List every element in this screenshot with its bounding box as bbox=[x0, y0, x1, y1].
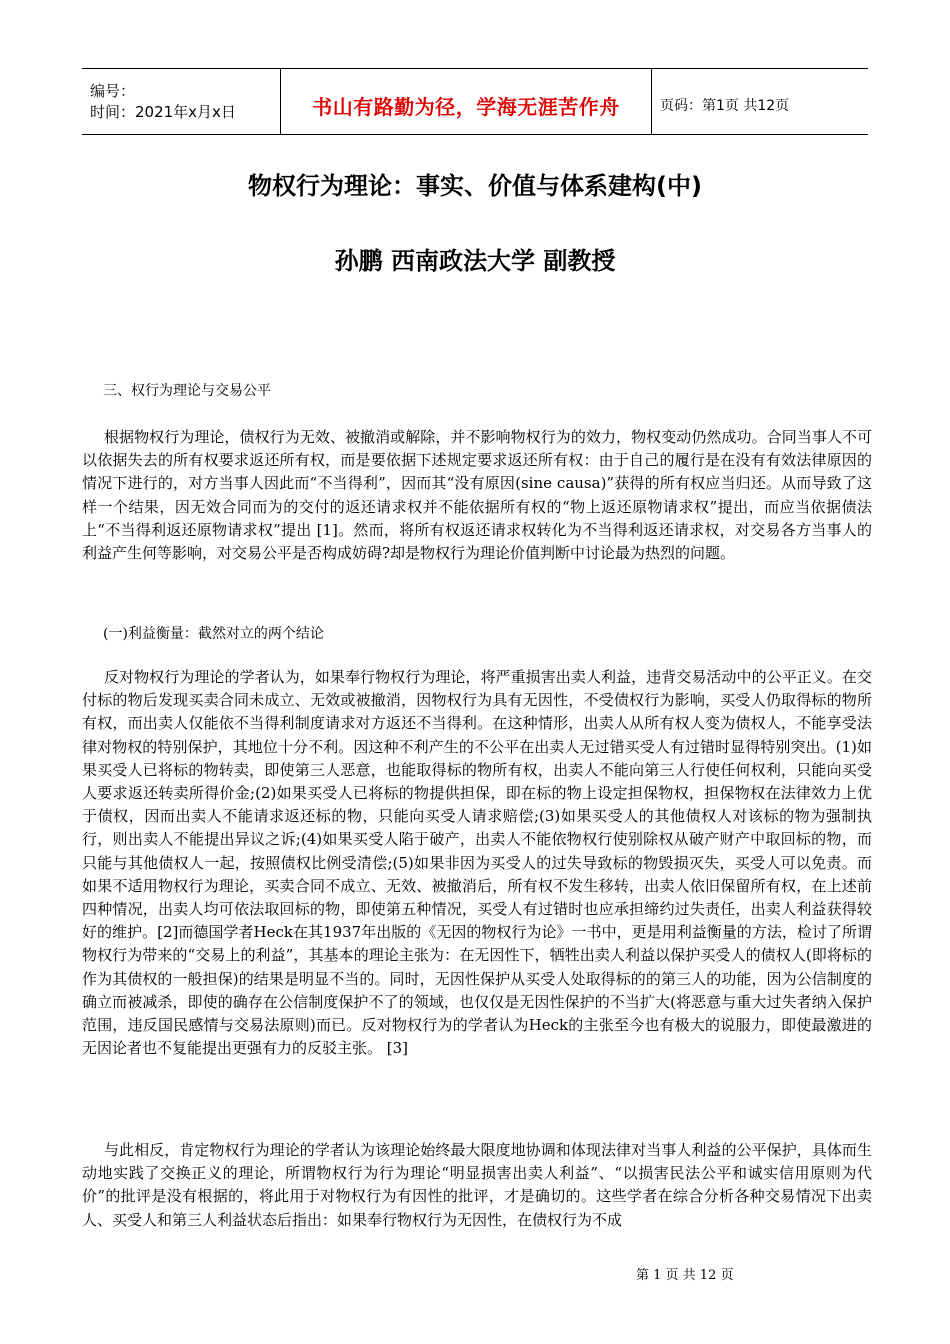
header-motto-cell bbox=[280, 69, 652, 134]
document-number-label: 编号： bbox=[90, 81, 136, 100]
paragraph-3: 与此相反，肯定物权行为理论的学者认为该理论始终最大限度地协调和体现法律对当事人利益的公平保护，具体而生动地实践了交换正义的理论，所谓物权行为行为理论“明显损害出卖人利益”、“以损害民法公平和诚实信用原则为代价”的批评是没有根据的，将此用于对物权行为有因性的批评，才是确切的。这些学者在综合分析各种交易情况下出卖人、买受人和第三人利益状态后指出：如果奉行物权行为无因性，在债权行为不成 bbox=[82, 1141, 872, 1229]
header-page-cell bbox=[652, 69, 868, 134]
page-footer: 第 1 页 共 12 页 bbox=[636, 1268, 734, 1283]
header-motto: 书山有路勤为径，学海无涯苦作舟 bbox=[312, 95, 620, 119]
header-page-info: 页码：第1页 共12页 bbox=[660, 97, 790, 114]
subsection-heading: (一)利益衡量：截然对立的两个结论 bbox=[103, 626, 324, 642]
document-author: 孙鹏 西南政法大学 副教授 bbox=[334, 247, 616, 275]
header-meta bbox=[82, 69, 280, 134]
section-heading: 三、权行为理论与交易公平 bbox=[103, 383, 271, 399]
paragraph-2: 反对物权行为理论的学者认为，如果奉行物权行为理论，将严重损害出卖人利益，违背交易活动中的公平正义。在交付标的物后发现买卖合同未成立、无效或被撤消，因物权行为具有无因性，不受债权行为影响，买受人仍取得标的物所有权，而出卖人仅能依不当得利制度请求对方返还不当得利。在这种情形，出卖人从所有权人变为债权人，不能享受法律对物权的特别保护，其地位十分不利。因这种不利产生的不公平在出卖人无过错买受人有过错时显得特别突出。(1)如果买受人已将标的物转卖，即使第三人恶意，也能取得标的物所有权，出卖人不能向第三人行使任何权利，只能向买受人要求返还转卖所得价金;(2)如果买受人已将标的物提供担保，即在标的物上设定担保物权，担保物权在法律效力上优于债权，因而出卖人不能请求返还标的物，只能向买受人请求赔偿;(3)如果买受人的其他债权人对该标的物为强制执行，则出卖人不能提出异议之诉;(4)如果买受人陷于破产，出卖人不能依物权行使别除权从破产财产中取回标的物，而只能与其他债权人一起，按照债权比例受清偿;(5)如果非因为买受人的过失导致标的物毁损灭失，买受人可以免责。而如果不适用物权行为理论，买卖合同不成立、无效、被撤消后，所有权不发生移转，出卖人依旧保留所有权，在上述前四种情况，出卖人均可依法取回标的物，即使第五种情况，买受人有过错时也应承担缔约过失责任，出卖人利益获得较好的维护。[2]而德国学者Heck在其1937年出版的《无因的物权行为论》一书中，更是用利益衡量的方法，检讨了所谓物权行为带来的“交易上的利益”，其基本的理论主张为：在无因性下，牺牲出卖人利益以保护买受人的债权人(即将标的作为其债权的一般担保)的结果是明显不当的。同时，无因性保护从买受人处取得标的的第三人的功能，因为公信制度的确立而被减杀，即使的确存在公信制度保护不了的领域，也仅仅是无因性保护的不当扩大(将恶意与重大过失者纳入保护范围，违反国民感情与交易法原则)而已。反对物权行为的学者认为Heck的主张至今也有极大的说服力，即使最激进的无因论者也不复能提出更强有力的反驳主张。 [3] bbox=[82, 668, 872, 1058]
document-title: 物权行为理论：事实、价值与体系建构(中) bbox=[248, 172, 702, 200]
document-date-label: 时间：2021年x月x日 bbox=[90, 102, 236, 121]
paragraph-1: 根据物权行为理论，债权行为无效、被撤消或解除，并不影响物权行为的效力，物权变动仍然成功。合同当事人不可以依据失去的所有权要求返还所有权，而是要依据下述规定要求返还所有权：由于自己的履行是在没有有效法律原因的情况下进行的，对方当事人因此而“不当得利”，因而其“没有原因(sine causa)”获得的所有权应当归还。从而导致了这样一个结果，因无效合同而为的交付的返还请求权并不能依据所有权的“物上返还原物请求权”提出，而应当依据债法上“不当得利返还原物请求权”提出 [1]。然而，将所有权返还请求权转化为不当得利返还请求权，对交易各方当事人的利益产生何等影响，对交易公平是否构成妨碍?却是物权行为理论价值判断中讨论最为热烈的问题。 bbox=[82, 428, 872, 563]
document-header bbox=[82, 68, 868, 135]
